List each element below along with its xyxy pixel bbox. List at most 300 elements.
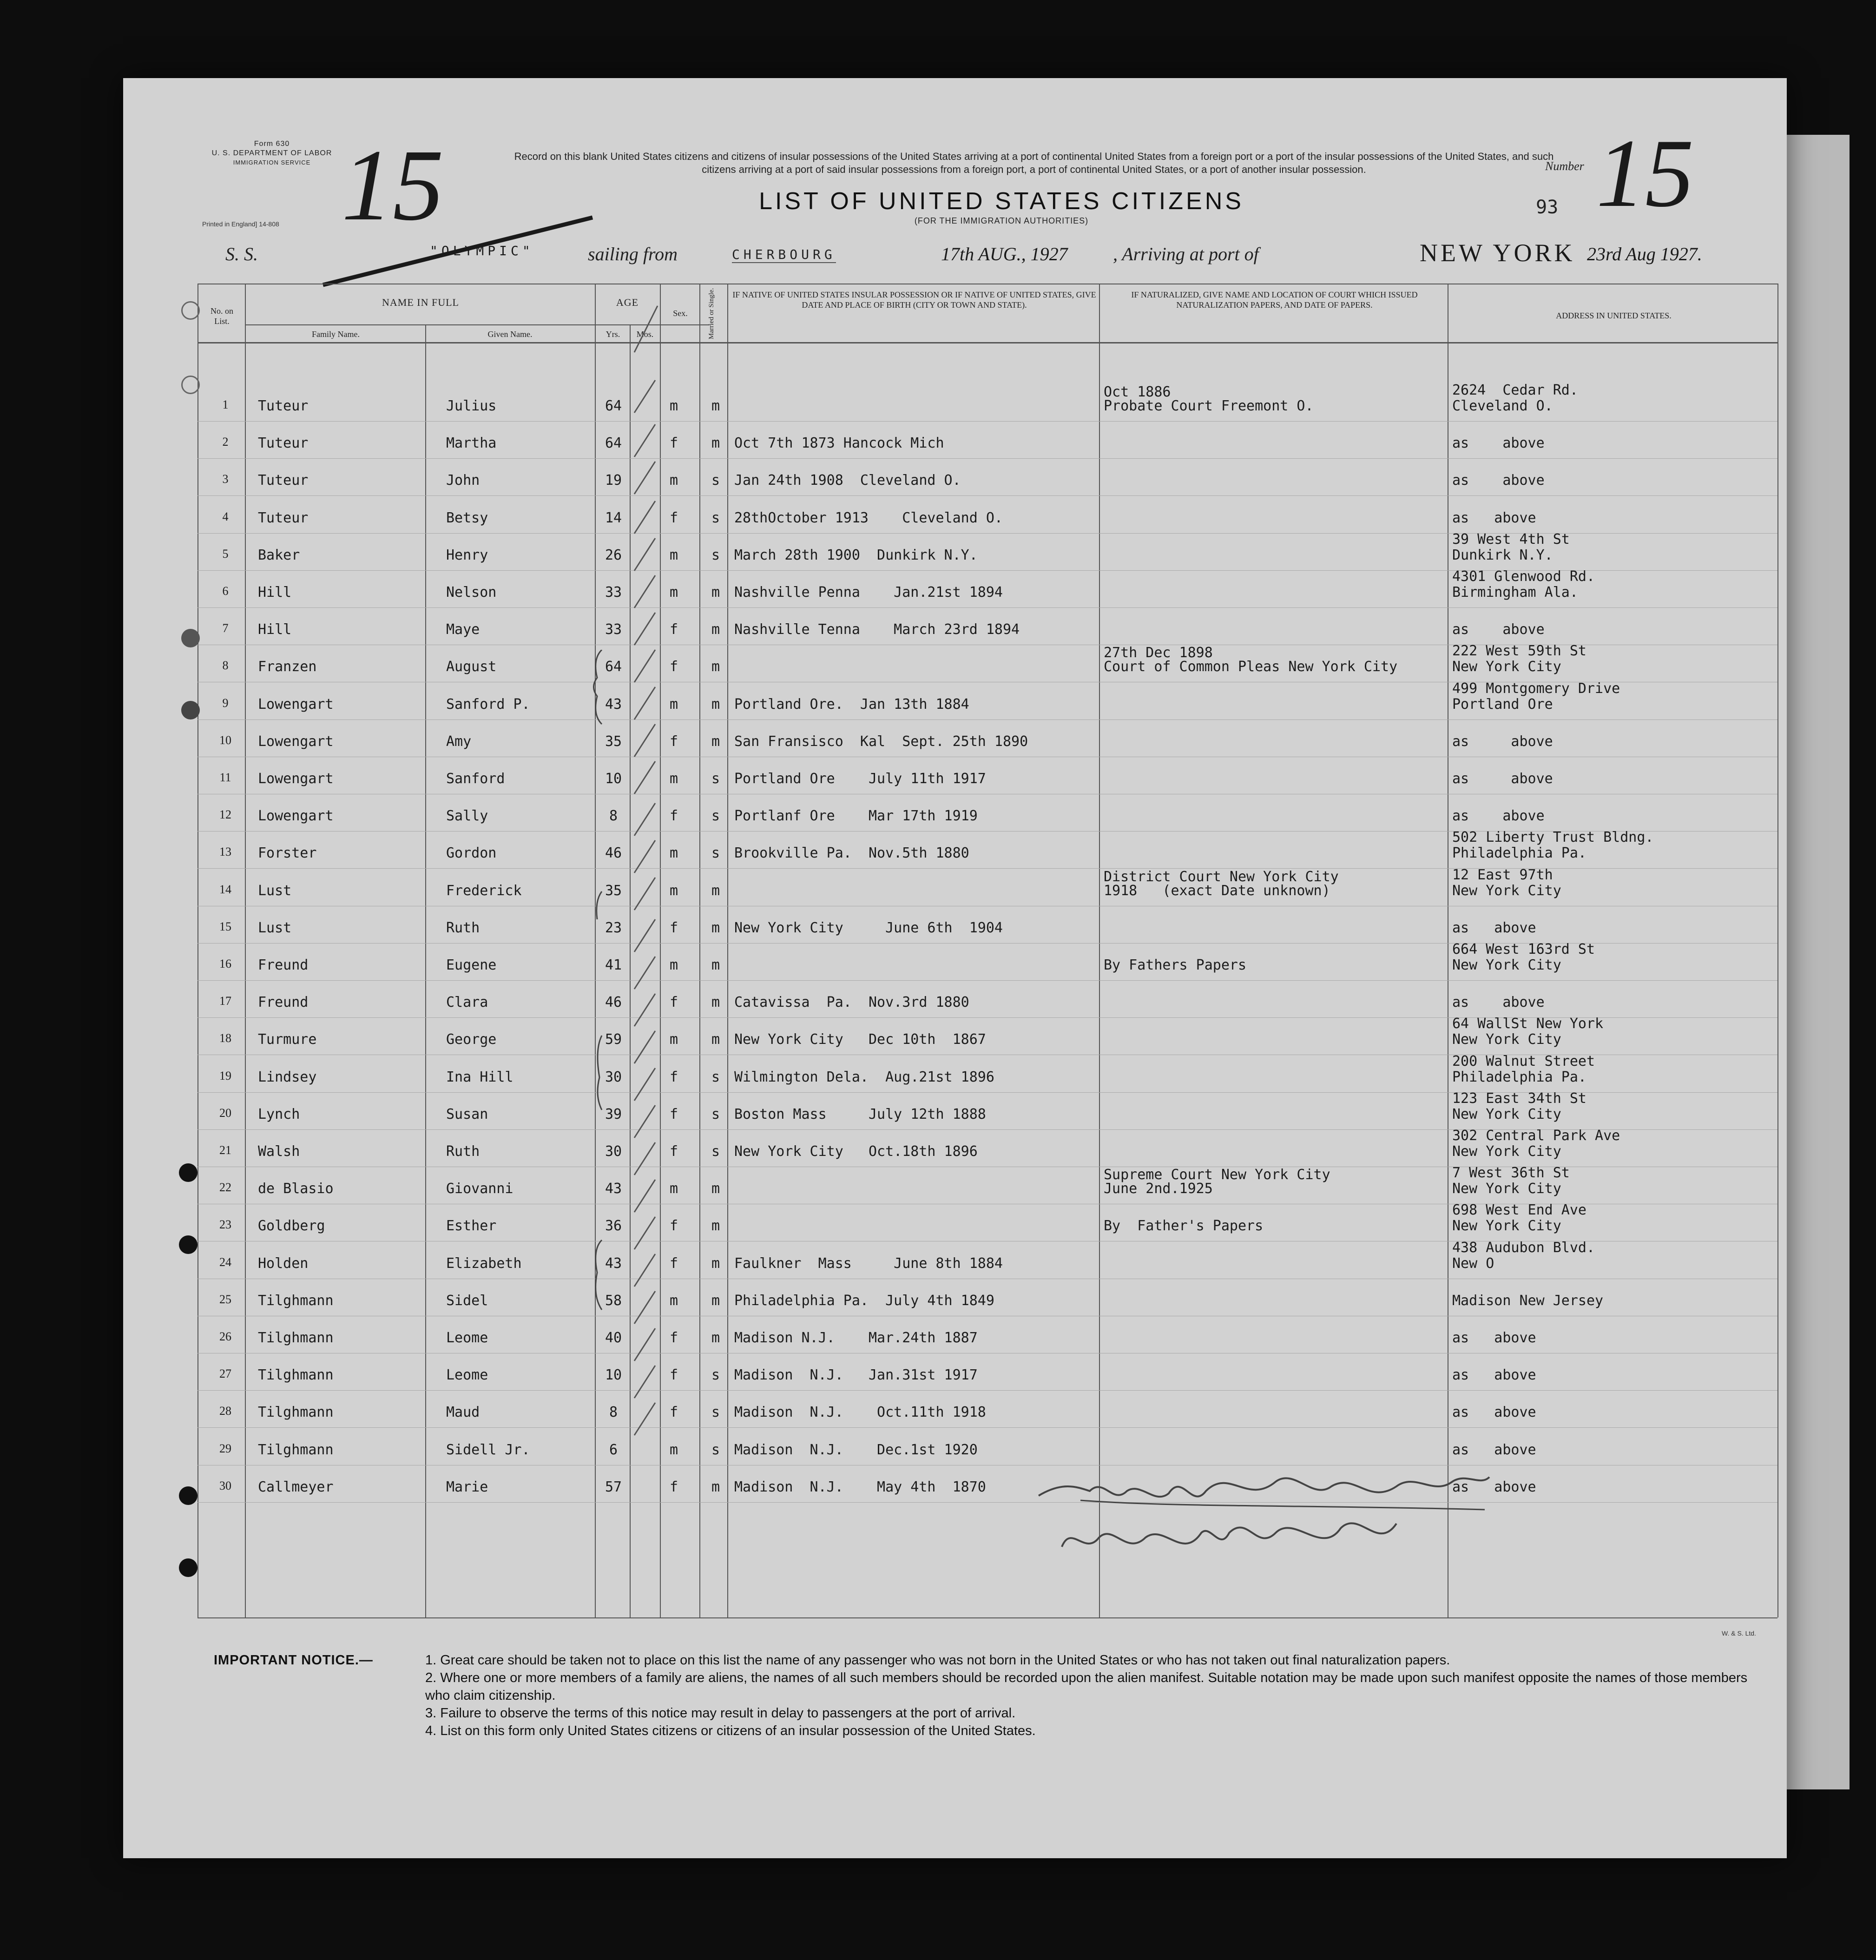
row-number: 7 xyxy=(222,621,229,635)
sex: m xyxy=(669,547,678,563)
row-number: 5 xyxy=(222,547,229,561)
address-line-2: New York City xyxy=(1452,1031,1561,1048)
row-number: 12 xyxy=(219,808,231,821)
given-name: Esther xyxy=(446,1218,497,1234)
marital-status: s xyxy=(711,1404,720,1420)
given-name: Sally xyxy=(446,808,488,824)
row-number: 29 xyxy=(219,1442,231,1455)
sex: m xyxy=(669,845,678,861)
birth-info: Madison N.J. Dec.1st 1920 xyxy=(734,1442,978,1458)
given-name: Frederick xyxy=(446,883,522,899)
notice-lead: IMPORTANT NOTICE.— xyxy=(214,1653,373,1668)
family-name: Baker xyxy=(258,547,300,563)
header-name-in-full: NAME IN FULL xyxy=(382,297,459,308)
address-line-1: 123 East 34th St xyxy=(1452,1090,1586,1107)
row-number: 23 xyxy=(219,1218,231,1231)
address-line-2: New York City xyxy=(1452,1218,1561,1234)
row-number: 21 xyxy=(219,1143,231,1157)
marital-status: m xyxy=(711,398,720,414)
table-row xyxy=(123,1128,1787,1162)
family-name: Tuteur xyxy=(258,398,309,414)
given-name: Ruth xyxy=(446,1143,480,1160)
address-line-2: as above xyxy=(1452,510,1536,526)
marital-status: s xyxy=(711,771,720,787)
address-line-2: Madison New Jersey xyxy=(1452,1293,1604,1309)
binder-hole xyxy=(181,701,200,719)
birth-info: New York City Dec 10th 1867 xyxy=(734,1031,986,1048)
row-rule xyxy=(197,421,1777,422)
notice-item: 1. Great care should be taken not to place on this list the name of any passenger who was not born in the United States or who has not taken out final naturalization papers. xyxy=(425,1653,1450,1668)
family-name: Lowengart xyxy=(258,733,334,750)
age-years: 26 xyxy=(605,547,622,563)
table-row xyxy=(123,1330,1787,1348)
given-name: John xyxy=(446,472,480,488)
age-years: 64 xyxy=(605,398,622,414)
arrival-port: NEW YORK xyxy=(1420,239,1575,267)
table-row xyxy=(123,1404,1787,1423)
marital-status: m xyxy=(711,584,720,601)
binder-hole xyxy=(181,376,200,394)
age-years: 35 xyxy=(605,733,622,750)
age-years: 23 xyxy=(605,920,622,936)
naturalization-line-2: By Fathers Papers xyxy=(1104,957,1247,973)
notice-item: 2. Where one or more members of a family are aliens, the names of all such members should be recorded upon the alien manifest. Suitable notation may be made upon such manifest opposite the names of those members who claim citizenship. xyxy=(425,1670,1748,1703)
row-number: 14 xyxy=(219,883,231,896)
address-line-2: New York City xyxy=(1452,883,1561,899)
family-name: Hill xyxy=(258,621,292,638)
number-label: Number xyxy=(1545,159,1584,173)
age-years: 19 xyxy=(605,472,622,488)
birth-info: Portlanf Ore Mar 17th 1919 xyxy=(734,808,978,824)
department-label: U. S. DEPARTMENT OF LABOR xyxy=(211,149,332,157)
page-title: LIST OF UNITED STATES CITIZENS xyxy=(759,188,1244,215)
given-name: Gordon xyxy=(446,845,497,861)
age-years: 41 xyxy=(605,957,622,973)
family-name: Tilghmann xyxy=(258,1367,334,1383)
sex: m xyxy=(669,472,678,488)
sex: f xyxy=(669,1479,678,1495)
family-name: Turmure xyxy=(258,1031,317,1048)
form-number-label: Form 630 xyxy=(254,140,290,148)
table-row xyxy=(123,733,1787,752)
naturalization-line-1: Oct 1886 xyxy=(1104,384,1171,400)
age-years: 43 xyxy=(605,696,622,713)
row-number: 8 xyxy=(222,659,229,672)
backing-sheet xyxy=(1780,135,1850,1789)
age-years: 46 xyxy=(605,845,622,861)
ss-label: S. S. xyxy=(225,244,258,264)
table-row xyxy=(123,920,1787,938)
sex: f xyxy=(669,994,678,1010)
family-name: Forster xyxy=(258,845,317,861)
sex: m xyxy=(669,584,678,601)
row-number: 27 xyxy=(219,1367,231,1380)
birth-info: New York City June 6th 1904 xyxy=(734,920,1003,936)
sex: f xyxy=(669,510,678,526)
arrival-date: 23rd Aug 1927. xyxy=(1587,244,1702,264)
header-mos: Mos. xyxy=(636,330,654,339)
marital-status: s xyxy=(711,1367,720,1383)
sex: m xyxy=(669,1181,678,1197)
given-name: Maud xyxy=(446,1404,480,1420)
binder-hole xyxy=(179,1235,197,1254)
age-years: 59 xyxy=(605,1031,622,1048)
naturalization-line-2: 1918 (exact Date unknown) xyxy=(1104,883,1330,899)
sex: f xyxy=(669,1330,678,1346)
family-name: Tilghmann xyxy=(258,1293,334,1309)
address-line-2: as above xyxy=(1452,1330,1536,1346)
given-name: Giovanni xyxy=(446,1181,513,1197)
table-header-rule xyxy=(197,342,1777,343)
table-row xyxy=(123,808,1787,826)
family-name: Goldberg xyxy=(258,1218,325,1234)
family-name: Callmeyer xyxy=(258,1479,334,1495)
age-years: 30 xyxy=(605,1143,622,1160)
printer-mark: Printed in England] 14-808 xyxy=(202,220,279,228)
sex: m xyxy=(669,771,678,787)
marital-status: s xyxy=(711,808,720,824)
age-years: 35 xyxy=(605,883,622,899)
sex: f xyxy=(669,1404,678,1420)
given-name: Eugene xyxy=(446,957,497,973)
naturalization-line-2: By Father's Papers xyxy=(1104,1218,1264,1234)
naturalization-line-2: Probate Court Freemont O. xyxy=(1104,398,1314,414)
marital-status: m xyxy=(711,1330,720,1346)
record-instructions: Record on this blank United States citizens and citizens of insular possessions of the United States arriving at a port of continental United States from a foreign port or a port of the insular possessions of the United States, and such citizens arriving at a port of said insular possessions from a foreign port, a port of continental United States, or a port of another insular possession. xyxy=(514,151,1554,175)
sex: f xyxy=(669,621,678,638)
handwritten-list-number: 15 xyxy=(342,128,444,242)
sex: m xyxy=(669,1031,678,1048)
family-name: Tuteur xyxy=(258,435,309,451)
family-name: Holden xyxy=(258,1255,309,1272)
row-number: 24 xyxy=(219,1255,231,1269)
age-years: 6 xyxy=(609,1442,618,1458)
birth-info: Faulkner Mass June 8th 1884 xyxy=(734,1255,1003,1272)
marital-status: m xyxy=(711,435,720,451)
naturalization-line-1: District Court New York City xyxy=(1104,869,1339,885)
given-name: Marie xyxy=(446,1479,488,1495)
naturalization-line-2: June 2nd.1925 xyxy=(1104,1181,1213,1197)
ship-name: "OLYMPIC" xyxy=(430,243,534,258)
binder-hole xyxy=(179,1558,197,1577)
row-number: 15 xyxy=(219,920,231,933)
sex: f xyxy=(669,1106,678,1122)
given-name: Leome xyxy=(446,1330,488,1346)
inspector-signature xyxy=(1034,1454,1499,1570)
birth-info: Nashville Tenna March 23rd 1894 xyxy=(734,621,1020,638)
row-rule xyxy=(197,495,1777,496)
address-line-1: 2624 Cedar Rd. xyxy=(1452,382,1578,398)
family-name: Freund xyxy=(258,994,309,1010)
sex: m xyxy=(669,1442,678,1458)
birth-info: New York City Oct.18th 1896 xyxy=(734,1143,978,1160)
marital-status: m xyxy=(711,1181,720,1197)
sex: m xyxy=(669,398,678,414)
marital-status: s xyxy=(711,1442,720,1458)
birth-info: Portland Ore July 11th 1917 xyxy=(734,771,986,787)
given-name: Clara xyxy=(446,994,488,1010)
service-label: IMMIGRATION SERVICE xyxy=(233,159,311,166)
manifest-sheet xyxy=(123,78,1787,1858)
age-years: 10 xyxy=(605,771,622,787)
birth-info: March 28th 1900 Dunkirk N.Y. xyxy=(734,547,978,563)
sex: f xyxy=(669,1255,678,1272)
table-row xyxy=(123,1240,1787,1274)
age-years: 30 xyxy=(605,1069,622,1085)
address-line-2: Philadelphia Pa. xyxy=(1452,845,1586,861)
given-name: Elizabeth xyxy=(446,1255,522,1272)
table-row xyxy=(123,1165,1787,1199)
notice-item: 3. Failure to observe the terms of this notice may result in delay to passengers at the port of arrival. xyxy=(425,1706,1016,1721)
address-line-1: 664 West 163rd St xyxy=(1452,941,1595,957)
birth-info: 28thOctober 1913 Cleveland O. xyxy=(734,510,1003,526)
address-line-2: New York City xyxy=(1452,1181,1561,1197)
address-line-2: as above xyxy=(1452,472,1545,488)
birth-info: Madison N.J. Jan.31st 1917 xyxy=(734,1367,978,1383)
address-line-2: as above xyxy=(1452,920,1536,936)
given-name: Susan xyxy=(446,1106,488,1122)
table-row xyxy=(123,1202,1787,1236)
address-line-1: 302 Central Park Ave xyxy=(1452,1128,1620,1144)
age-years: 43 xyxy=(605,1255,622,1272)
address-line-1: 39 West 4th St xyxy=(1452,531,1570,548)
address-line-2: as above xyxy=(1452,1479,1536,1495)
form-identifier xyxy=(207,139,337,167)
sex: f xyxy=(669,1143,678,1160)
row-number: 26 xyxy=(219,1330,231,1343)
age-years: 39 xyxy=(605,1106,622,1122)
naturalization-line-2: Court of Common Pleas New York City xyxy=(1104,659,1398,675)
marital-status: s xyxy=(711,547,720,563)
sheet-number: 93 xyxy=(1536,197,1559,218)
marital-status: s xyxy=(711,1143,720,1160)
sex: f xyxy=(669,733,678,750)
age-years: 8 xyxy=(609,808,618,824)
sex: f xyxy=(669,1218,678,1234)
family-name: Tuteur xyxy=(258,510,309,526)
address-line-2: Philadelphia Pa. xyxy=(1452,1069,1586,1085)
birth-info: Jan 24th 1908 Cleveland O. xyxy=(734,472,961,488)
address-line-1: 4301 Glenwood Rd. xyxy=(1452,568,1595,585)
age-years: 43 xyxy=(605,1181,622,1197)
marital-status: s xyxy=(711,1106,720,1122)
table-row xyxy=(123,1053,1787,1088)
row-number: 17 xyxy=(219,994,231,1008)
header-sex: Sex. xyxy=(673,309,688,318)
marital-status: m xyxy=(711,1479,720,1495)
voyage-line xyxy=(188,239,1768,271)
address-line-1: 64 WallSt New York xyxy=(1452,1016,1604,1032)
address-line-2: New York City xyxy=(1452,1143,1561,1160)
table-row xyxy=(123,1016,1787,1050)
given-name: Leome xyxy=(446,1367,488,1383)
birth-info: Brookville Pa. Nov.5th 1880 xyxy=(734,845,969,861)
marital-status: m xyxy=(711,957,720,973)
given-name: Martha xyxy=(446,435,497,451)
sex: f xyxy=(669,659,678,675)
table-row xyxy=(123,621,1787,640)
sex: f xyxy=(669,920,678,936)
given-name: Sanford P. xyxy=(446,696,530,713)
row-number: 6 xyxy=(222,584,229,598)
binder-hole xyxy=(179,1486,197,1505)
marital-status: m xyxy=(711,733,720,750)
given-name: Henry xyxy=(446,547,488,563)
family-name: Lust xyxy=(258,883,292,899)
row-number: 16 xyxy=(219,957,231,970)
table-row xyxy=(123,510,1787,528)
header-yrs: Yrs. xyxy=(606,330,620,339)
marital-status: m xyxy=(711,994,720,1010)
family-name: Hill xyxy=(258,584,292,601)
family-name: Lowengart xyxy=(258,696,334,713)
header-given-name: Given Name. xyxy=(487,330,533,339)
marital-status: s xyxy=(711,845,720,861)
row-number: 22 xyxy=(219,1181,231,1194)
header-address: ADDRESS IN UNITED STATES. xyxy=(1556,311,1672,320)
age-years: 64 xyxy=(605,659,622,675)
marital-status: s xyxy=(711,1069,720,1085)
row-number: 3 xyxy=(222,472,229,486)
birth-info: Catavissa Pa. Nov.3rd 1880 xyxy=(734,994,969,1010)
address-line-2: as above xyxy=(1452,1404,1536,1420)
address-line-2: New York City xyxy=(1452,1106,1561,1122)
address-line-2: as above xyxy=(1452,435,1545,451)
arriving-label: , Arriving at port of xyxy=(1113,244,1259,264)
departure-date: 17th AUG., 1927 xyxy=(941,244,1068,264)
table-row xyxy=(123,1442,1787,1460)
marital-status: s xyxy=(711,472,720,488)
address-line-1: 7 West 36th St xyxy=(1452,1165,1570,1181)
sex: f xyxy=(669,1367,678,1383)
row-number: 28 xyxy=(219,1404,231,1418)
row-rule xyxy=(197,1390,1777,1391)
age-years: 64 xyxy=(605,435,622,451)
notice-item: 4. List on this form only United States citizens or citizens of an insular possession of the United States. xyxy=(425,1723,1036,1738)
address-line-1: 499 Montgomery Drive xyxy=(1452,680,1620,697)
table-row xyxy=(123,531,1787,566)
family-name: Freund xyxy=(258,957,309,973)
header-family-name: Family Name. xyxy=(312,330,360,339)
row-number: 19 xyxy=(219,1069,231,1082)
family-name: Tilghmann xyxy=(258,1442,334,1458)
address-line-2: Portland Ore xyxy=(1452,696,1553,713)
family-name: Franzen xyxy=(258,659,317,675)
address-line-2: as above xyxy=(1452,994,1545,1010)
sex: f xyxy=(669,1069,678,1085)
table-row xyxy=(123,994,1787,1013)
marital-status: m xyxy=(711,920,720,936)
address-line-2: as above xyxy=(1452,1442,1536,1458)
header-birth: IF NATIVE OF UNITED STATES INSULAR POSSESSION OR IF NATIVE OF UNITED STATES, GIVE DATE AND PLACE OF BIRTH (CITY OR TOWN AND STATE). xyxy=(732,290,1096,310)
table-row xyxy=(123,867,1787,901)
departure-port: CHERBOURG xyxy=(732,247,836,262)
table-row xyxy=(123,643,1787,677)
header-age: AGE xyxy=(616,297,639,308)
row-number: 4 xyxy=(222,510,229,523)
address-line-2: Cleveland O. xyxy=(1452,398,1553,414)
given-name: Maye xyxy=(446,621,480,638)
marital-status: m xyxy=(711,621,720,638)
age-years: 46 xyxy=(605,994,622,1010)
mos-check-strokes xyxy=(632,218,665,1589)
marital-status: m xyxy=(711,696,720,713)
family-brackets xyxy=(588,650,606,1393)
table-row xyxy=(123,941,1787,976)
birth-info: Madison N.J. May 4th 1870 xyxy=(734,1479,986,1495)
row-number: 13 xyxy=(219,845,231,858)
family-name: Tilghmann xyxy=(258,1404,334,1420)
birth-info: Nashville Penna Jan.21st 1894 xyxy=(734,584,1003,601)
row-number: 2 xyxy=(222,435,229,449)
given-name: Nelson xyxy=(446,584,497,601)
age-years: 57 xyxy=(605,1479,622,1495)
birth-info: Madison N.J. Oct.11th 1918 xyxy=(734,1404,986,1420)
table-bottom-rule xyxy=(197,1617,1777,1618)
age-years: 33 xyxy=(605,621,622,638)
marital-status: m xyxy=(711,659,720,675)
family-name: Walsh xyxy=(258,1143,300,1160)
table-row xyxy=(123,771,1787,789)
row-rule xyxy=(197,458,1777,459)
given-name: Sanford xyxy=(446,771,505,787)
address-line-1: 438 Audubon Blvd. xyxy=(1452,1240,1595,1256)
naturalization-line-1: Supreme Court New York City xyxy=(1104,1167,1330,1183)
sex: m xyxy=(669,696,678,713)
birth-info: Boston Mass July 12th 1888 xyxy=(734,1106,986,1122)
age-years: 58 xyxy=(605,1293,622,1309)
given-name: Julius xyxy=(446,398,497,414)
given-name: Ruth xyxy=(446,920,480,936)
row-number: 1 xyxy=(222,398,229,411)
row-number: 20 xyxy=(219,1106,231,1120)
address-line-1: 698 West End Ave xyxy=(1452,1202,1586,1218)
family-name: Lynch xyxy=(258,1106,300,1122)
row-number: 10 xyxy=(219,733,231,747)
address-line-2: as above xyxy=(1452,1367,1536,1383)
binder-hole xyxy=(179,1163,197,1182)
marital-status: m xyxy=(711,1031,720,1048)
birth-info: Madison N.J. Mar.24th 1887 xyxy=(734,1330,978,1346)
given-name: Amy xyxy=(446,733,472,750)
birth-info: Oct 7th 1873 Hancock Mich xyxy=(734,435,944,451)
address-line-1: 502 Liberty Trust Bldng. xyxy=(1452,829,1654,845)
address-line-2: New York City xyxy=(1452,659,1561,675)
table-row xyxy=(123,1293,1787,1311)
table-row xyxy=(123,435,1787,454)
row-number: 18 xyxy=(219,1031,231,1045)
address-line-2: as above xyxy=(1452,771,1553,787)
address-line-1: 12 East 97th xyxy=(1452,867,1553,883)
row-number: 11 xyxy=(219,771,231,784)
address-line-2: Birmingham Ala. xyxy=(1452,584,1578,601)
table-row xyxy=(123,472,1787,491)
address-line-2: as above xyxy=(1452,808,1545,824)
given-name: Sidell Jr. xyxy=(446,1442,530,1458)
birth-info: Portland Ore. Jan 13th 1884 xyxy=(734,696,969,713)
age-years: 10 xyxy=(605,1367,622,1383)
marital-status: m xyxy=(711,883,720,899)
table-row xyxy=(123,1367,1787,1386)
header-naturalized: IF NATURALIZED, GIVE NAME AND LOCATION OF COURT WHICH ISSUED NATURALIZATION PAPERS, AND DATE OF PAPERS. xyxy=(1131,290,1418,310)
address-line-1: 222 West 59th St xyxy=(1452,643,1586,659)
birth-info: San Fransisco Kal Sept. 25th 1890 xyxy=(734,733,1028,750)
family-name: de Blasio xyxy=(258,1181,334,1197)
table-row xyxy=(123,1090,1787,1125)
row-rule xyxy=(197,1502,1777,1503)
handwritten-number: 15 xyxy=(1596,119,1694,227)
row-rule xyxy=(197,607,1777,608)
